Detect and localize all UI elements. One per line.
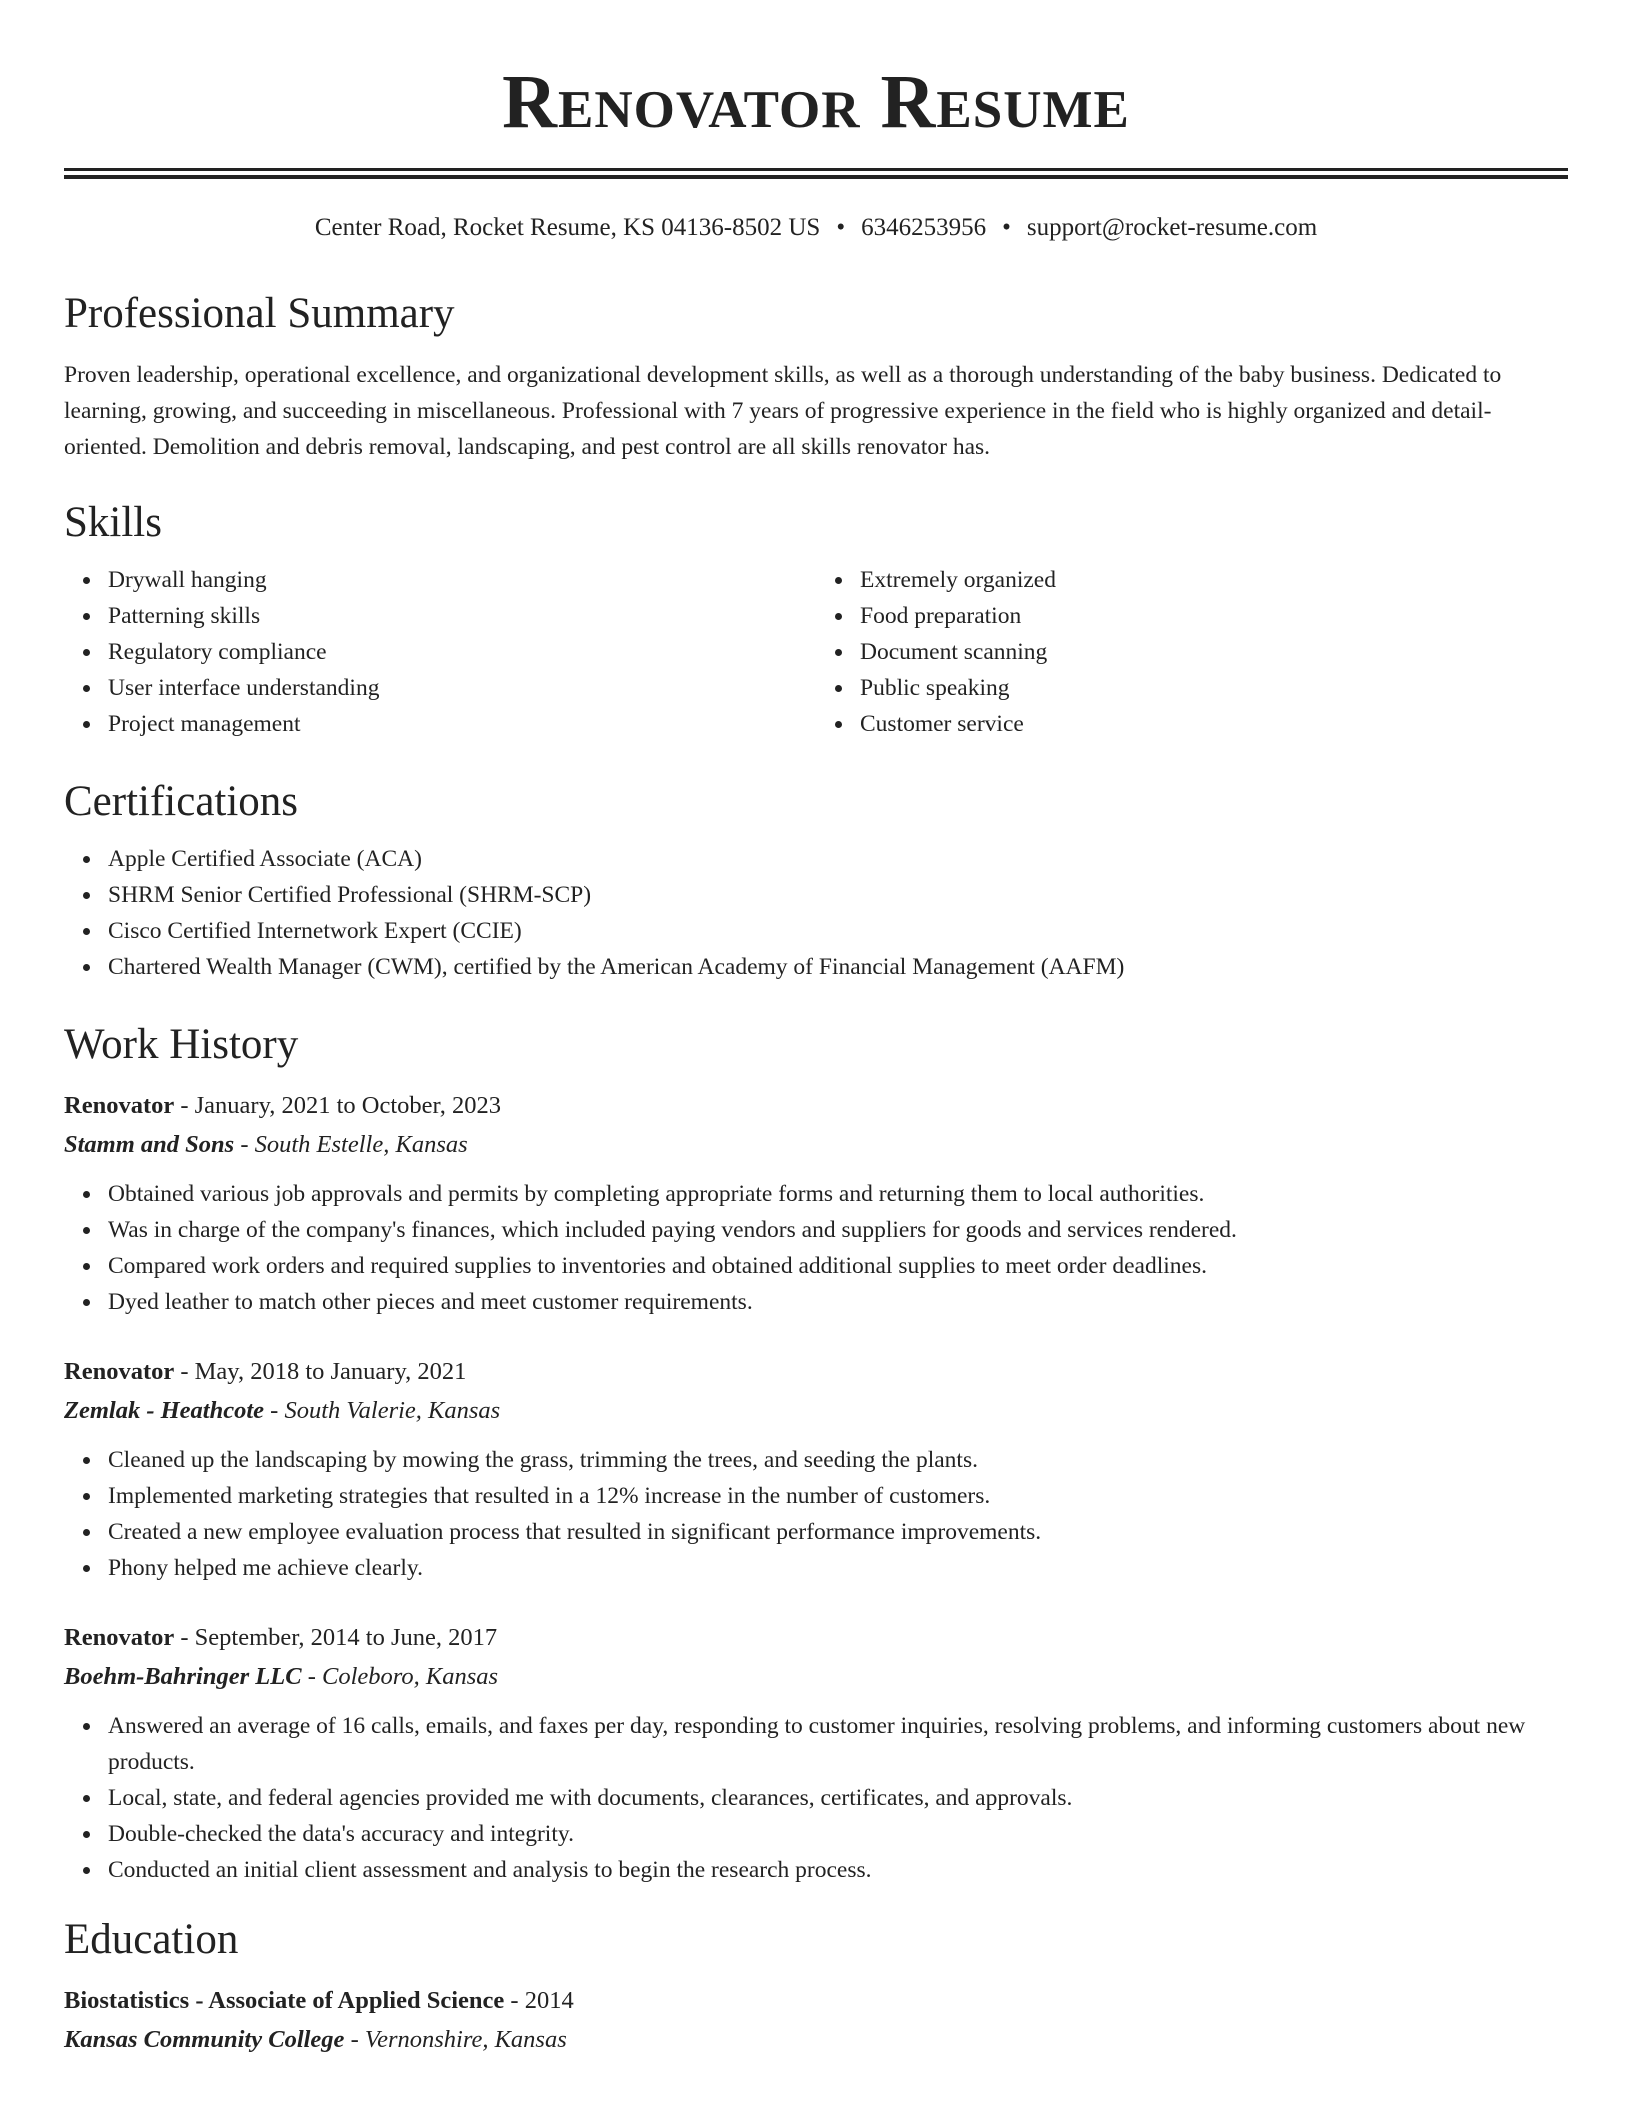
skill-item: Drywall hanging [108, 562, 816, 598]
job-bullet: Dyed leather to match other pieces and meet customer requirements. [108, 1284, 1568, 1320]
certifications-list [64, 841, 1568, 985]
job-company-line [64, 1392, 1568, 1430]
job-bullet: Answered an average of 16 calls, emails, and faxes per day, responding to customer inquiries, resolving problems, and informing customers about new products. [108, 1708, 1568, 1780]
job-bullets [64, 1442, 1568, 1586]
certification-item: Chartered Wealth Manager (CWM), certified by the American Academy of Financial Management (AAFM) [108, 949, 1568, 985]
job-entry [64, 1618, 1568, 1888]
job-bullet: Implemented marketing strategies that resulted in a 12% increase in the number of customers. [108, 1478, 1568, 1514]
job-bullet: Created a new employee evaluation process that resulted in significant performance improvements. [108, 1514, 1568, 1550]
job-entry [64, 1086, 1568, 1320]
skills-list-right [816, 562, 1568, 742]
job-bullet: Compared work orders and required supplies to inventories and obtained additional supplies to meet order deadlines. [108, 1248, 1568, 1284]
job-company: Stamm and Sons [64, 1131, 235, 1158]
skill-item: Patterning skills [108, 598, 816, 634]
education-school-line [64, 2021, 1568, 2059]
skill-item: Document scanning [860, 634, 1568, 670]
contact-line [64, 215, 1568, 240]
job-bullet: Conducted an initial client assessment and analysis to begin the research process. [108, 1852, 1568, 1888]
certification-item: Apple Certified Associate (ACA) [108, 841, 1568, 877]
job-company-line [64, 1658, 1568, 1696]
education-year: - 2014 [504, 1987, 574, 2014]
job-dates: - May, 2018 to January, 2021 [174, 1358, 467, 1385]
work-history-heading: Work History [64, 1021, 299, 1068]
contact-address: Center Road, Rocket Resume, KS 04136-8502 US [314, 214, 821, 241]
job-dates: - September, 2014 to June, 2017 [174, 1624, 498, 1651]
contact-phone: 6346253956 [861, 214, 987, 241]
skill-item: Customer service [860, 706, 1568, 742]
skill-item: Extremely organized [860, 562, 1568, 598]
certification-item: Cisco Certified Internetwork Expert (CCIE) [108, 913, 1568, 949]
job-title: Renovator [64, 1092, 175, 1119]
skills-columns [64, 562, 1568, 742]
job-location: - Coleboro, Kansas [301, 1663, 499, 1690]
job-company: Boehm-Bahringer LLC [64, 1663, 302, 1690]
job-bullet: Phony helped me achieve clearly. [108, 1550, 1568, 1586]
education-degree-line [64, 1981, 1568, 2021]
summary-text: Proven leadership, operational excellence, and organizational development skills, as well as a thorough understanding of the baby business. Dedicated to learning, growing, and succeeding in miscellaneous. Professional with 7 years of progressive experience in the field who is highly organized and detail-oriented. Demolition and debris removal, landscaping, and pest control are all skills renovator has. [64, 362, 1502, 460]
job-location: - South Estelle, Kansas [234, 1131, 468, 1158]
job-company-line [64, 1126, 1568, 1164]
skill-item: Public speaking [860, 670, 1568, 706]
job-bullet: Was in charge of the company's finances, which included paying vendors and suppliers for goods and services rendered. [108, 1212, 1568, 1248]
job-title-line [64, 1618, 1568, 1658]
job-bullet: Cleaned up the landscaping by mowing the grass, trimming the trees, and seeding the plants. [108, 1442, 1568, 1478]
job-title: Renovator [64, 1624, 175, 1651]
education-degree: Biostatistics - Associate of Applied Science [64, 1987, 505, 2014]
education-entry [64, 1981, 1568, 2059]
job-company: Zemlak - Heathcote [64, 1397, 265, 1424]
job-bullet: Double-checked the data's accuracy and integrity. [108, 1816, 1568, 1852]
job-title: Renovator [64, 1358, 175, 1385]
certifications-heading: Certifications [64, 778, 299, 825]
skills-list-left [64, 562, 816, 742]
job-bullet: Obtained various job approvals and permits by completing appropriate forms and returning them to local authorities. [108, 1176, 1568, 1212]
contact-separator: • [836, 214, 846, 241]
certification-item: SHRM Senior Certified Professional (SHRM-SCP) [108, 877, 1568, 913]
job-bullets [64, 1708, 1568, 1888]
contact-email: support@rocket-resume.com [1026, 214, 1318, 241]
skill-item: Project management [108, 706, 816, 742]
job-dates: - January, 2021 to October, 2023 [174, 1092, 501, 1119]
job-location: - South Valerie, Kansas [264, 1397, 501, 1424]
skills-heading: Skills [64, 499, 162, 546]
skill-item: User interface understanding [108, 670, 816, 706]
job-bullet: Local, state, and federal agencies provided me with documents, clearances, certificates, and approvals. [108, 1780, 1568, 1816]
education-school: Kansas Community College [64, 2026, 345, 2053]
skill-item: Food preparation [860, 598, 1568, 634]
job-entry [64, 1352, 1568, 1586]
job-title-line [64, 1086, 1568, 1126]
contact-separator: • [1002, 214, 1011, 241]
resume-title: Renovator Resume [502, 60, 1130, 144]
education-heading: Education [64, 1916, 239, 1963]
summary-heading: Professional Summary [64, 290, 455, 337]
skill-item: Regulatory compliance [108, 634, 816, 670]
job-title-line [64, 1352, 1568, 1392]
job-bullets [64, 1176, 1568, 1320]
title-divider [64, 168, 1568, 179]
education-location: - Vernonshire, Kansas [344, 2026, 567, 2053]
